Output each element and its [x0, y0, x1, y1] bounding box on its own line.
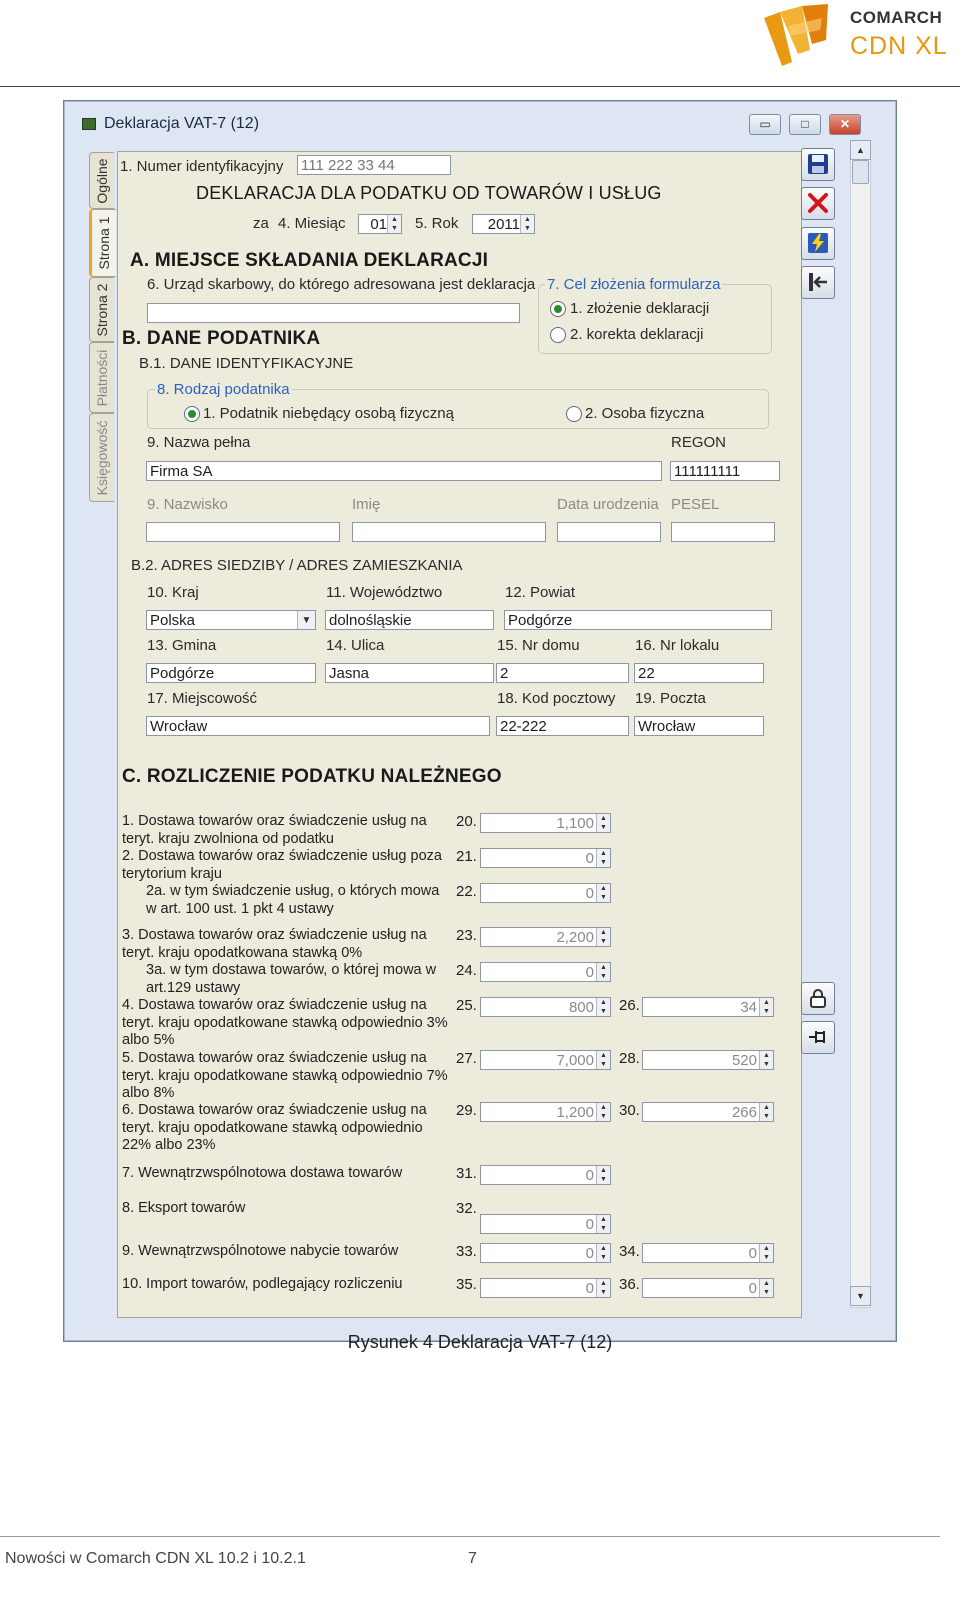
- amount-value: 0: [585, 850, 594, 867]
- city-label: 17. Miejscowość: [147, 690, 258, 707]
- row-label-22: 2a. w tym świadczenie usług, o których mowa w art. 100 ust. 1 pkt 4 ustawy: [146, 883, 440, 917]
- amount-value: 0: [585, 885, 594, 902]
- name-field[interactable]: Firma SA: [146, 461, 662, 481]
- year-label: 5. Rok: [415, 215, 459, 232]
- purpose-option-1: 1. złożenie deklaracji: [570, 300, 710, 317]
- row-number: 22.: [456, 883, 477, 900]
- amount-field-28[interactable]: [642, 1050, 774, 1070]
- amount-value: 2,200: [556, 929, 594, 946]
- row-number: 28.: [619, 1050, 640, 1067]
- postcode-field[interactable]: 22-222: [496, 716, 629, 736]
- maximize-button[interactable]: □: [789, 114, 821, 135]
- lightning-icon: [807, 232, 829, 254]
- spin-arrows-icon[interactable]: ▲ ▼: [596, 814, 610, 832]
- purpose-radio-1[interactable]: [550, 301, 566, 317]
- window-title: Deklaracja VAT-7 (12): [104, 115, 260, 132]
- office-label: 6. Urząd skarbowy, do którego adresowana jest deklaracja: [147, 276, 536, 293]
- row-number: 30.: [619, 1102, 640, 1119]
- amount-value: 0: [748, 1280, 757, 1297]
- calculate-button[interactable]: [801, 227, 835, 260]
- tab-label: Płatności: [94, 349, 110, 406]
- birthdate-field[interactable]: [557, 522, 661, 542]
- amount-field-34[interactable]: [642, 1243, 774, 1263]
- amount-value: 0: [585, 1216, 594, 1233]
- surname-label: 9. Nazwisko: [147, 496, 228, 513]
- header-divider: [0, 86, 960, 87]
- row-number: 33.: [456, 1243, 477, 1260]
- country-label: 10. Kraj: [147, 584, 199, 601]
- post-office-label: 19. Poczta: [635, 690, 706, 707]
- amount-value: 266: [731, 1104, 757, 1121]
- voivodeship-label: 11. Województwo: [326, 584, 443, 601]
- house-number-label: 15. Nr domu: [497, 637, 580, 654]
- spin-arrows-icon[interactable]: ▲ ▼: [596, 1166, 610, 1184]
- pin-button[interactable]: [801, 1021, 835, 1054]
- amount-field-23[interactable]: [480, 927, 611, 947]
- spin-arrows-icon[interactable]: ▲ ▼: [596, 884, 610, 902]
- nip-field[interactable]: 111 222 33 44: [297, 155, 451, 175]
- row-label-20: 1. Dostawa towarów oraz świadczenie usług na teryt. kraju zwolniona od podatku: [122, 813, 427, 847]
- amount-value: 34: [740, 999, 757, 1016]
- county-label: 12. Powiat: [505, 584, 576, 601]
- flat-number-label: 16. Nr lokalu: [635, 637, 720, 654]
- amount-field-36[interactable]: [642, 1278, 774, 1298]
- amount-field-32[interactable]: [480, 1214, 611, 1234]
- amount-field-22[interactable]: [480, 883, 611, 903]
- spin-arrows-icon[interactable]: ▲ ▼: [759, 1103, 773, 1121]
- purpose-label: 7. Cel złożenia formularza: [547, 276, 721, 293]
- street-field[interactable]: Jasna: [325, 663, 494, 683]
- row-number: 36.: [619, 1276, 640, 1293]
- comarch-logo-icon: [762, 4, 844, 66]
- amount-field-30[interactable]: [642, 1102, 774, 1122]
- amount-field-24[interactable]: [480, 962, 611, 982]
- save-icon: [807, 153, 829, 175]
- row-number: 24.: [456, 962, 477, 979]
- city-field[interactable]: Wrocław: [146, 716, 490, 736]
- row-label-27: 5. Dostawa towarów oraz świadczenie usług na teryt. kraju opodatkowane stawką odpowiednio 7% albo 8%: [122, 1050, 448, 1101]
- amount-value: 0: [585, 964, 594, 981]
- taxpayer-type-radio-2[interactable]: [566, 406, 582, 422]
- tab-strona-2[interactable]: [89, 277, 114, 342]
- spin-arrows-icon[interactable]: ▲ ▼: [759, 1279, 773, 1297]
- purpose-option-2: 2. korekta deklaracji: [570, 326, 704, 343]
- tab-label: Strona 2: [94, 283, 110, 336]
- b2-heading: B.2. ADRES SIEDZIBY / ADRES ZAMIESZKANIA: [131, 557, 463, 574]
- spin-arrows-icon[interactable]: ▲ ▼: [759, 1051, 773, 1069]
- amount-value: 1,100: [556, 815, 594, 832]
- amount-field-29[interactable]: [480, 1102, 611, 1122]
- lock-button[interactable]: [801, 982, 835, 1015]
- tab-ksiegowosc[interactable]: [89, 413, 114, 502]
- spin-arrows-icon[interactable]: ▲ ▼: [596, 998, 610, 1016]
- row-label-29: 6. Dostawa towarów oraz świadczenie usług na teryt. kraju opodatkowane stawką odpowiednio 22% albo 23%: [122, 1102, 427, 1153]
- page-number: 7: [468, 1550, 477, 1567]
- tab-ogolne[interactable]: [89, 152, 114, 209]
- scroll-up-icon[interactable]: ▲: [850, 140, 871, 160]
- regon-label: REGON: [671, 434, 727, 451]
- country-select[interactable]: [146, 610, 316, 630]
- row-number: 26.: [619, 997, 640, 1014]
- amount-field-26[interactable]: [642, 997, 774, 1017]
- brand-name: COMARCH: [850, 8, 943, 27]
- amount-field-33[interactable]: [480, 1243, 611, 1263]
- exit-icon: [807, 271, 829, 293]
- figure-caption: Rysunek 4 Deklaracja VAT-7 (12): [347, 1332, 613, 1352]
- flat-number-field[interactable]: 22: [634, 663, 764, 683]
- regon-field[interactable]: 111111111: [670, 461, 780, 481]
- purpose-radio-2[interactable]: [550, 327, 566, 343]
- amount-value: 0: [585, 1245, 594, 1262]
- pesel-field[interactable]: [671, 522, 775, 542]
- amount-field-27[interactable]: [480, 1050, 611, 1070]
- row-label-23: 3. Dostawa towarów oraz świadczenie usług na teryt. kraju opodatkowana stawką 0%: [122, 927, 427, 961]
- row-number: 25.: [456, 997, 477, 1014]
- amount-value: 0: [748, 1245, 757, 1262]
- office-field[interactable]: [147, 303, 520, 323]
- month-label: 4. Miesiąc: [278, 215, 346, 232]
- firstname-label: Imię: [352, 496, 381, 513]
- scroll-thumb[interactable]: [852, 160, 869, 184]
- firstname-field[interactable]: [352, 522, 546, 542]
- nip-label: 1. Numer identyfikacyjny: [120, 158, 284, 175]
- row-number: 29.: [456, 1102, 477, 1119]
- footer-divider: [0, 1536, 940, 1537]
- post-office-field[interactable]: Wrocław: [634, 716, 764, 736]
- purpose-group: [538, 284, 772, 354]
- street-label: 14. Ulica: [326, 637, 385, 654]
- row-number: 35.: [456, 1276, 477, 1293]
- county-field[interactable]: Podgórze: [504, 610, 772, 630]
- za-label: za: [253, 215, 269, 232]
- spin-arrows-icon[interactable]: ▲ ▼: [759, 1244, 773, 1262]
- country-value: Polska: [150, 612, 196, 629]
- birthdate-label: Data urodzenia: [557, 496, 659, 513]
- tab-label: Strona 1: [96, 216, 112, 270]
- voivodeship-field[interactable]: dolnośląskie: [325, 610, 494, 630]
- row-label-33: 9. Wewnątrzwspólnotowe nabycie towarów: [122, 1243, 399, 1259]
- amount-value: 0: [585, 1167, 594, 1184]
- amount-value: 520: [731, 1052, 757, 1069]
- spin-arrows-icon[interactable]: ▲ ▼: [596, 1244, 610, 1262]
- month-stepper[interactable]: [358, 214, 402, 234]
- taxpayer-type-radio-1[interactable]: [184, 406, 200, 422]
- amount-field-20[interactable]: [480, 813, 611, 833]
- spin-arrows-icon[interactable]: ▲ ▼: [596, 1215, 610, 1233]
- brand-product: CDN XL: [850, 32, 948, 60]
- spin-arrows-icon[interactable]: ▲ ▼: [520, 215, 534, 233]
- tab-label: Ogólne: [94, 157, 110, 204]
- tab-label: Księgowość: [94, 420, 110, 495]
- pin-icon: [807, 1026, 829, 1048]
- month-value: 01: [370, 216, 387, 233]
- spin-arrows-icon[interactable]: ▲ ▼: [596, 1279, 610, 1297]
- amount-value: 800: [568, 999, 594, 1016]
- clipped-row-container: [118, 1276, 799, 1297]
- amount-field-21[interactable]: [480, 848, 611, 868]
- house-number-field[interactable]: 2: [496, 663, 629, 683]
- cancel-button[interactable]: [801, 187, 835, 220]
- chevron-down-icon[interactable]: ▼: [297, 611, 315, 629]
- row-label-21: 2. Dostawa towarów oraz świadczenie usług poza terytorium kraju: [122, 848, 442, 882]
- row-number: 20.: [456, 813, 477, 830]
- section-a-heading: A. MIEJSCE SKŁADANIA DEKLARACJI: [130, 250, 489, 271]
- section-b-heading: B. DANE PODATNIKA: [122, 328, 321, 349]
- spin-arrows-icon[interactable]: ▲ ▼: [596, 928, 610, 946]
- section-c-heading: C. ROZLICZENIE PODATKU NALEŻNEGO: [122, 766, 502, 787]
- cancel-icon: [807, 192, 829, 214]
- b1-heading: B.1. DANE IDENTYFIKACYJNE: [139, 355, 354, 372]
- amount-value: 1,200: [556, 1104, 594, 1121]
- minimize-button[interactable]: ▭: [749, 114, 781, 135]
- spin-arrows-icon[interactable]: ▲ ▼: [596, 849, 610, 867]
- tab-platnosci[interactable]: [89, 342, 114, 413]
- row-label-31: 7. Wewnątrzwspólnotowa dostawa towarów: [122, 1165, 403, 1181]
- row-number: 32.: [456, 1200, 477, 1217]
- row-label-24: 3a. w tym dostawa towarów, o której mowa w art.129 ustawy: [146, 962, 437, 996]
- exit-button[interactable]: [801, 266, 835, 299]
- surname-field[interactable]: [146, 522, 340, 542]
- footer-title: Nowości w Comarch CDN XL 10.2 i 10.2.1: [5, 1550, 306, 1567]
- vertical-scrollbar[interactable]: [850, 140, 871, 1308]
- year-value: 2011: [487, 216, 520, 233]
- amount-field-31[interactable]: [480, 1165, 611, 1185]
- commune-label: 13. Gmina: [147, 637, 217, 654]
- row-number: 27.: [456, 1050, 477, 1067]
- row-number: 21.: [456, 848, 477, 865]
- window-app-icon: [82, 118, 96, 130]
- save-button[interactable]: [801, 148, 835, 181]
- amount-field-25[interactable]: [480, 997, 611, 1017]
- year-stepper[interactable]: [472, 214, 535, 234]
- spin-arrows-icon[interactable]: ▲ ▼: [387, 215, 401, 233]
- name-label: 9. Nazwa pełna: [147, 434, 251, 451]
- scroll-down-icon[interactable]: ▼: [850, 1286, 871, 1306]
- amount-field-35[interactable]: [480, 1278, 611, 1298]
- spin-arrows-icon[interactable]: ▲ ▼: [759, 998, 773, 1016]
- row-label-32: 8. Eksport towarów: [122, 1200, 246, 1216]
- taxpayer-type-option-1: 1. Podatnik niebędący osobą fizyczną: [203, 405, 454, 422]
- spin-arrows-icon[interactable]: ▲ ▼: [596, 963, 610, 981]
- commune-field[interactable]: Podgórze: [146, 663, 316, 683]
- row-label-25: 4. Dostawa towarów oraz świadczenie usług na teryt. kraju opodatkowane stawką odpowiednio 3% albo 5%: [122, 997, 448, 1048]
- row-number: 31.: [456, 1165, 477, 1182]
- lock-icon: [807, 987, 829, 1009]
- pesel-label: PESEL: [671, 496, 720, 513]
- taxpayer-type-option-2: 2. Osoba fizyczna: [585, 405, 705, 422]
- close-button[interactable]: ✕: [829, 114, 861, 135]
- taxpayer-type-label: 8. Rodzaj podatnika: [157, 381, 290, 398]
- tab-strona-1[interactable]: [89, 209, 116, 277]
- row-number: 23.: [456, 927, 477, 944]
- row-label-35: 10. Import towarów, podlegający rozliczeniu: [122, 1276, 403, 1292]
- form-main-title: DEKLARACJA DLA PODATKU OD TOWARÓW I USŁUG: [196, 183, 662, 203]
- postcode-label: 18. Kod pocztowy: [497, 690, 616, 707]
- amount-value: 7,000: [556, 1052, 594, 1069]
- spin-arrows-icon[interactable]: ▲ ▼: [596, 1051, 610, 1069]
- amount-value: 0: [585, 1280, 594, 1297]
- spin-arrows-icon[interactable]: ▲ ▼: [596, 1103, 610, 1121]
- row-number: 34.: [619, 1243, 640, 1260]
